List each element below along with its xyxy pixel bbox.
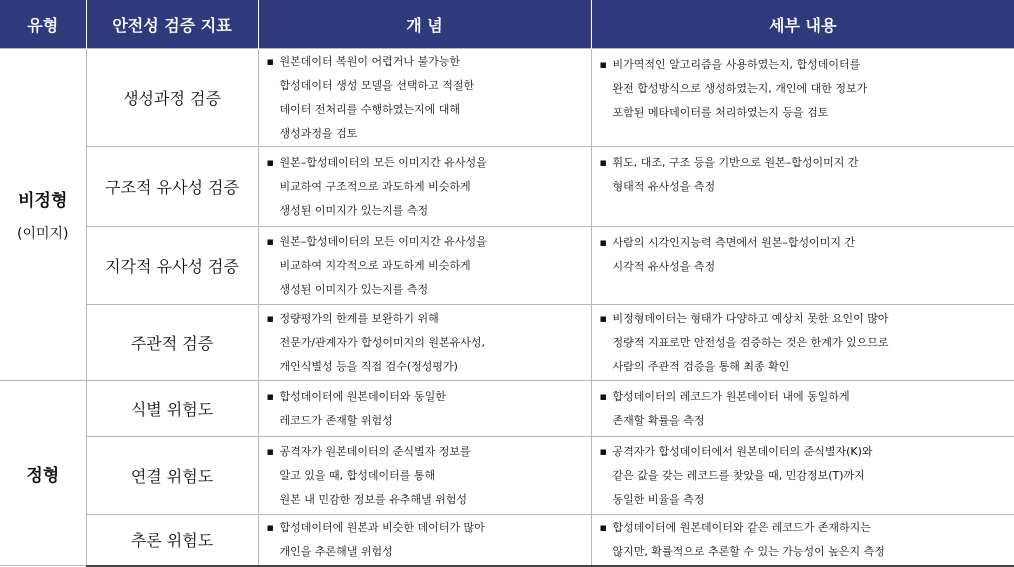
text-line: 데이터 전처리를 수행하였는지에 대해 xyxy=(279,102,461,116)
detail-cell xyxy=(591,437,1014,515)
header-detail: 세부 내용 xyxy=(591,0,1014,49)
text-line: 휘도, 대조, 구조 등을 기반으로 원본–합성이미지 간 xyxy=(612,156,859,169)
text-line: 합성데이터에 원본과 비슷한 데이터가 많아 xyxy=(279,520,485,534)
bullet-icon: ▪ xyxy=(266,520,274,534)
bullet-icon: ▪ xyxy=(266,155,274,169)
bullet-icon: ▪ xyxy=(266,234,274,248)
header-row xyxy=(0,0,1014,49)
table-row xyxy=(0,147,1014,227)
text-line: 개인식별성 등을 직접 검수(정성평가) xyxy=(279,359,458,373)
text-line: 공격자가 원본데이터의 준식별자 정보를 xyxy=(279,444,471,458)
type-cell-unstructured xyxy=(0,49,86,381)
text-line: 존재할 확률을 측정 xyxy=(612,413,705,427)
concept-cell xyxy=(258,381,591,437)
concept-cell xyxy=(258,147,591,227)
bullet-icon: ▪ xyxy=(266,444,274,458)
text-line: 비교하여 구조적으로 과도하게 비슷하게 xyxy=(279,179,471,193)
bullet-icon: ▪ xyxy=(599,444,607,458)
text-line: 사람의 시각인지능력 측면에서 원본–합성이미지 간 xyxy=(612,236,856,249)
detail-cell xyxy=(591,515,1014,566)
table-row xyxy=(0,49,1014,147)
detail-cell xyxy=(591,227,1014,305)
table-row xyxy=(0,515,1014,566)
header-concept: 개 념 xyxy=(258,0,591,49)
bullet-icon: ▪ xyxy=(599,58,607,71)
detail-cell xyxy=(591,147,1014,227)
text-line: 비교하여 지각적으로 과도하게 비슷하게 xyxy=(279,258,471,272)
concept-cell xyxy=(258,515,591,566)
concept-cell xyxy=(258,49,591,147)
type-sublabel: (이미지) xyxy=(17,226,69,242)
text-line: 전문가/관계자가 합성이미지의 원본유사성, xyxy=(279,335,485,349)
indicator-cell: 지각적 유사성 검증 xyxy=(86,227,258,305)
text-line: 합성데이터 생성 모델을 선택하고 적절한 xyxy=(279,78,475,92)
text-line: 원본데이터 복원이 어렵거나 불가능한 xyxy=(279,54,461,68)
header-indicator: 안전성 검증 지표 xyxy=(86,0,258,49)
text-line: 않지만, 확률적으로 추론할 수 있는 가능성이 높은지 측정 xyxy=(612,544,885,558)
indicator-cell: 생성과정 검증 xyxy=(86,49,258,147)
type-cell-structured xyxy=(0,381,86,566)
text-line: 원본 내 민감한 정보를 유추해낼 위험성 xyxy=(279,492,467,506)
indicator-cell: 식별 위험도 xyxy=(86,381,258,437)
table-row xyxy=(0,305,1014,381)
text-line: 합성데이터에 원본데이터와 동일한 xyxy=(279,389,446,403)
text-line: 완전 합성방식으로 생성하였는지, 개인에 대한 정보가 xyxy=(612,82,868,95)
bullet-icon: ▪ xyxy=(266,389,274,403)
type-label: 비정형 xyxy=(18,191,68,211)
indicator-cell: 추론 위험도 xyxy=(86,515,258,566)
header-type: 유형 xyxy=(0,0,86,49)
text-line: 비정형데이터는 형태가 다양하고 예상치 못한 요인이 많아 xyxy=(612,311,889,325)
text-line: 생성된 이미지가 있는지를 측정 xyxy=(279,282,429,296)
text-line: 정량적 지표로만 안전성을 검증하는 것은 한계가 있으므로 xyxy=(612,335,889,349)
text-line: 동일한 비율을 측정 xyxy=(612,492,705,506)
text-line: 형태적 유사성을 측정 xyxy=(612,180,716,193)
text-line: 원본–합성데이터의 모든 이미지간 유사성을 xyxy=(279,234,487,248)
text-line: 포함된 메타데이터를 처리하였는지 등을 검토 xyxy=(612,106,829,119)
detail-cell xyxy=(591,381,1014,437)
text-line: 정량평가의 한계를 보완하기 위해 xyxy=(279,311,439,325)
text-line: 원본–합성데이터의 모든 이미지간 유사성을 xyxy=(279,155,487,169)
bullet-icon: ▪ xyxy=(599,311,607,325)
table-row xyxy=(0,381,1014,437)
indicator-cell: 주관적 검증 xyxy=(86,305,258,381)
text-line: 사람의 주관적 검증을 통해 최종 확인 xyxy=(612,359,790,373)
text-line: 개인을 추론해낼 위험성 xyxy=(279,544,393,558)
text-line: 합성데이터에 원본데이터와 같은 레코드가 존재하지는 xyxy=(612,520,871,534)
text-line: 생성과정을 검토 xyxy=(279,126,358,140)
text-line: 레코드가 존재할 위험성 xyxy=(279,413,393,427)
text-line: 같은 값을 갖는 레코드를 찾았을 때, 민감정보(T)까지 xyxy=(612,468,865,482)
indicator-cell: 구조적 유사성 검증 xyxy=(86,147,258,227)
bullet-icon: ▪ xyxy=(599,389,607,403)
text-line: 생성된 이미지가 있는지를 측정 xyxy=(279,203,429,217)
indicator-cell: 연결 위험도 xyxy=(86,437,258,515)
concept-cell xyxy=(258,437,591,515)
table-row xyxy=(0,227,1014,305)
detail-cell xyxy=(591,49,1014,147)
bullet-icon: ▪ xyxy=(599,236,607,249)
bullet-icon: ▪ xyxy=(266,54,274,68)
detail-cell xyxy=(591,305,1014,381)
text-line: 알고 있을 때, 합성데이터를 통해 xyxy=(279,468,436,482)
text-line: 합성데이터의 레코드가 원본데이터 내에 동일하게 xyxy=(612,389,850,403)
table-row xyxy=(0,437,1014,515)
text-line: 시각적 유사성을 측정 xyxy=(612,260,716,273)
bullet-icon: ▪ xyxy=(599,520,607,534)
concept-cell xyxy=(258,305,591,381)
text-line: 비가역적인 알고리즘을 사용하였는지, 합성데이터를 xyxy=(612,58,861,71)
text-line: 공격자가 합성데이터에서 원본데이터의 준식별자(K)와 xyxy=(612,444,873,458)
type-label: 정형 xyxy=(26,465,60,486)
concept-cell xyxy=(258,227,591,305)
bullet-icon: ▪ xyxy=(266,311,274,325)
bullet-icon: ▪ xyxy=(599,156,607,169)
